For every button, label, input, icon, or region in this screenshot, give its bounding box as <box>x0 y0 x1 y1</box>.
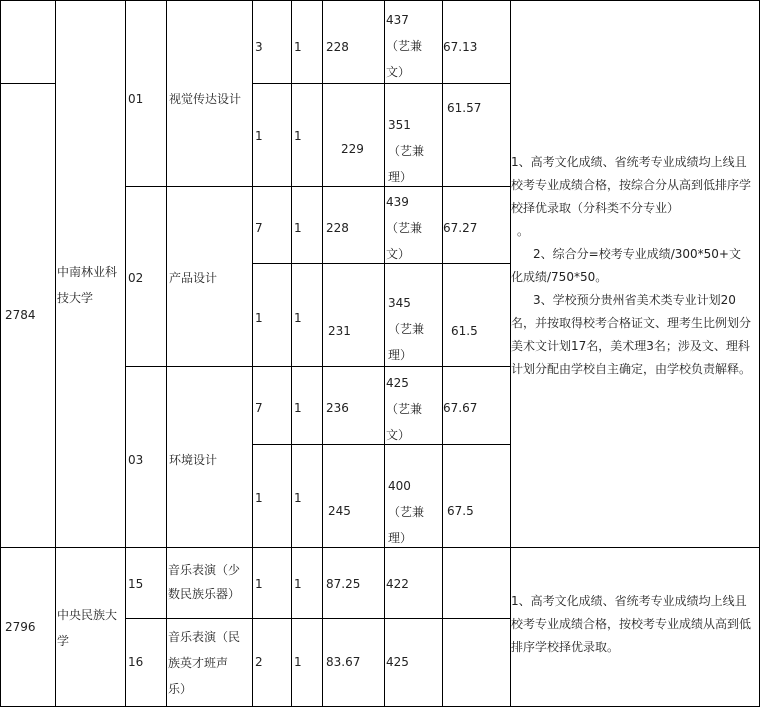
major-score-cell <box>322 618 385 707</box>
plan-count: 1 <box>255 129 263 143</box>
min-score: 439 （艺兼 文） <box>386 195 423 261</box>
school-code-cell-blank <box>0 0 56 84</box>
major-name: 产品设计 <box>169 271 218 285</box>
major-score-cell <box>322 186 385 264</box>
composite-score: 67.5 <box>447 504 474 518</box>
school-code: 2796 <box>5 620 36 634</box>
composite-score: 61.5 <box>451 324 478 338</box>
major-score-cell <box>322 444 385 548</box>
major-score-cell <box>322 0 385 84</box>
min-score: 400 （艺兼 理） <box>388 479 425 545</box>
min-score-cell <box>384 0 443 84</box>
major-score: 228 <box>326 40 349 54</box>
min-score: 422 <box>386 577 409 591</box>
composite-score-cell <box>442 618 511 707</box>
composite-score-cell <box>442 547 511 619</box>
plan-count-cell <box>252 0 292 84</box>
admitted-count: 1 <box>294 129 302 143</box>
major-number: 15 <box>128 577 144 591</box>
composite-score-cell <box>442 263 511 367</box>
major-score: 87.25 <box>326 577 361 591</box>
school-name: 中南林业科 技大学 <box>57 265 118 305</box>
plan-count: 2 <box>255 655 263 669</box>
major-score-cell <box>322 547 385 619</box>
admitted-count: 1 <box>294 401 302 415</box>
min-score: 425 （艺兼 文） <box>386 376 423 442</box>
admitted-count-cell <box>291 83 323 187</box>
school-name-cell <box>55 0 126 548</box>
composite-score-cell <box>442 186 511 264</box>
plan-count-cell <box>252 186 292 264</box>
composite-score-cell <box>442 0 511 84</box>
plan-count: 1 <box>255 311 263 325</box>
remark-item: 2、综合分=校考专业成绩/300*50+文化成绩/750*50。 <box>511 247 741 284</box>
composite-score: 61.57 <box>447 101 482 115</box>
school-code-cell <box>0 547 56 707</box>
remark-item: 1、高考文化成绩、省统考专业成绩均上线且校考专业成绩合格，按校考专业成绩从高到低排序学校择优录取。 <box>511 594 752 654</box>
admitted-count-cell <box>291 444 323 548</box>
plan-count-cell <box>252 618 292 707</box>
plan-count: 7 <box>255 221 263 235</box>
min-score: 351 （艺兼 理） <box>388 118 425 184</box>
school-name: 中央民族大 学 <box>57 608 118 648</box>
admitted-count: 1 <box>294 491 302 505</box>
major-number: 16 <box>128 655 144 669</box>
plan-count-cell <box>252 366 292 445</box>
school-name-cell <box>55 547 126 707</box>
remarks-text <box>511 151 751 381</box>
major-number-cell <box>125 0 167 187</box>
admitted-count: 1 <box>294 311 302 325</box>
remarks-cell <box>510 547 760 707</box>
major-name-cell <box>166 366 253 548</box>
min-score: 425 <box>386 655 409 669</box>
min-score-cell <box>384 186 443 264</box>
min-score: 437 （艺兼 文） <box>386 13 423 79</box>
remark-item: 3、学校预分贵州省美术类专业计划20名，并按取得校考合格证文、理考生比例划分美术文计划17名，美术理3名；涉及文、理科计划分配由学校自主确定，由学校负责解释。 <box>511 293 752 376</box>
admitted-count-cell <box>291 618 323 707</box>
admitted-count: 1 <box>294 40 302 54</box>
major-score: 236 <box>326 401 349 415</box>
major-name-cell <box>166 547 253 619</box>
admitted-count: 1 <box>294 221 302 235</box>
admitted-count-cell <box>291 263 323 367</box>
min-score-cell <box>384 618 443 707</box>
major-name-cell <box>166 618 253 707</box>
plan-count-cell <box>252 83 292 187</box>
plan-count: 7 <box>255 401 263 415</box>
plan-count: 1 <box>255 577 263 591</box>
school-code: 2784 <box>5 308 36 322</box>
major-name: 音乐表演（民 族英才班声 乐） <box>168 630 241 696</box>
min-score: 345 （艺兼 理） <box>388 296 425 362</box>
major-number-cell <box>125 618 167 707</box>
composite-score-cell <box>442 83 511 187</box>
major-score: 228 <box>326 221 349 235</box>
plan-count-cell <box>252 263 292 367</box>
major-number: 02 <box>128 271 144 285</box>
major-name: 环境设计 <box>169 453 218 467</box>
composite-score-cell <box>442 444 511 548</box>
admitted-count: 1 <box>294 577 302 591</box>
major-number-cell <box>125 547 167 619</box>
major-name: 视觉传达设计 <box>169 92 242 106</box>
admitted-count-cell <box>291 366 323 445</box>
admitted-count-cell <box>291 0 323 84</box>
remark-item: 1、高考文化成绩、省统考专业成绩均上线且校考专业成绩合格，按综合分从高到低排序学校择优录取（分科类不分专业） <box>511 155 752 215</box>
major-score: 231 <box>328 324 351 338</box>
remark-item: 。 <box>517 224 530 238</box>
school-code-cell <box>0 83 56 548</box>
major-number: 03 <box>128 453 144 467</box>
major-score: 83.67 <box>326 655 361 669</box>
major-score-cell <box>322 83 385 187</box>
plan-count-cell <box>252 547 292 619</box>
remarks-cell <box>510 0 760 548</box>
composite-score: 67.67 <box>443 401 478 415</box>
plan-count: 1 <box>255 491 263 505</box>
min-score-cell <box>384 444 443 548</box>
composite-score-cell <box>442 366 511 445</box>
major-score-cell <box>322 263 385 367</box>
plan-count: 3 <box>255 40 263 54</box>
admitted-count: 1 <box>294 655 302 669</box>
admitted-count-cell <box>291 186 323 264</box>
min-score-cell <box>384 83 443 187</box>
min-score-cell <box>384 547 443 619</box>
admitted-count-cell <box>291 547 323 619</box>
plan-count-cell <box>252 444 292 548</box>
major-name: 音乐表演（少 数民族乐器） <box>168 563 241 601</box>
major-number-cell <box>125 366 167 548</box>
major-number-cell <box>125 186 167 367</box>
major-name-cell <box>166 0 253 187</box>
major-number: 01 <box>128 92 144 106</box>
remarks-text <box>511 590 751 659</box>
major-score: 245 <box>328 504 351 518</box>
min-score-cell <box>384 263 443 367</box>
major-score: 229 <box>341 142 364 156</box>
composite-score: 67.13 <box>443 40 478 54</box>
min-score-cell <box>384 366 443 445</box>
major-name-cell <box>166 186 253 367</box>
major-score-cell <box>322 366 385 445</box>
composite-score: 67.27 <box>443 221 478 235</box>
